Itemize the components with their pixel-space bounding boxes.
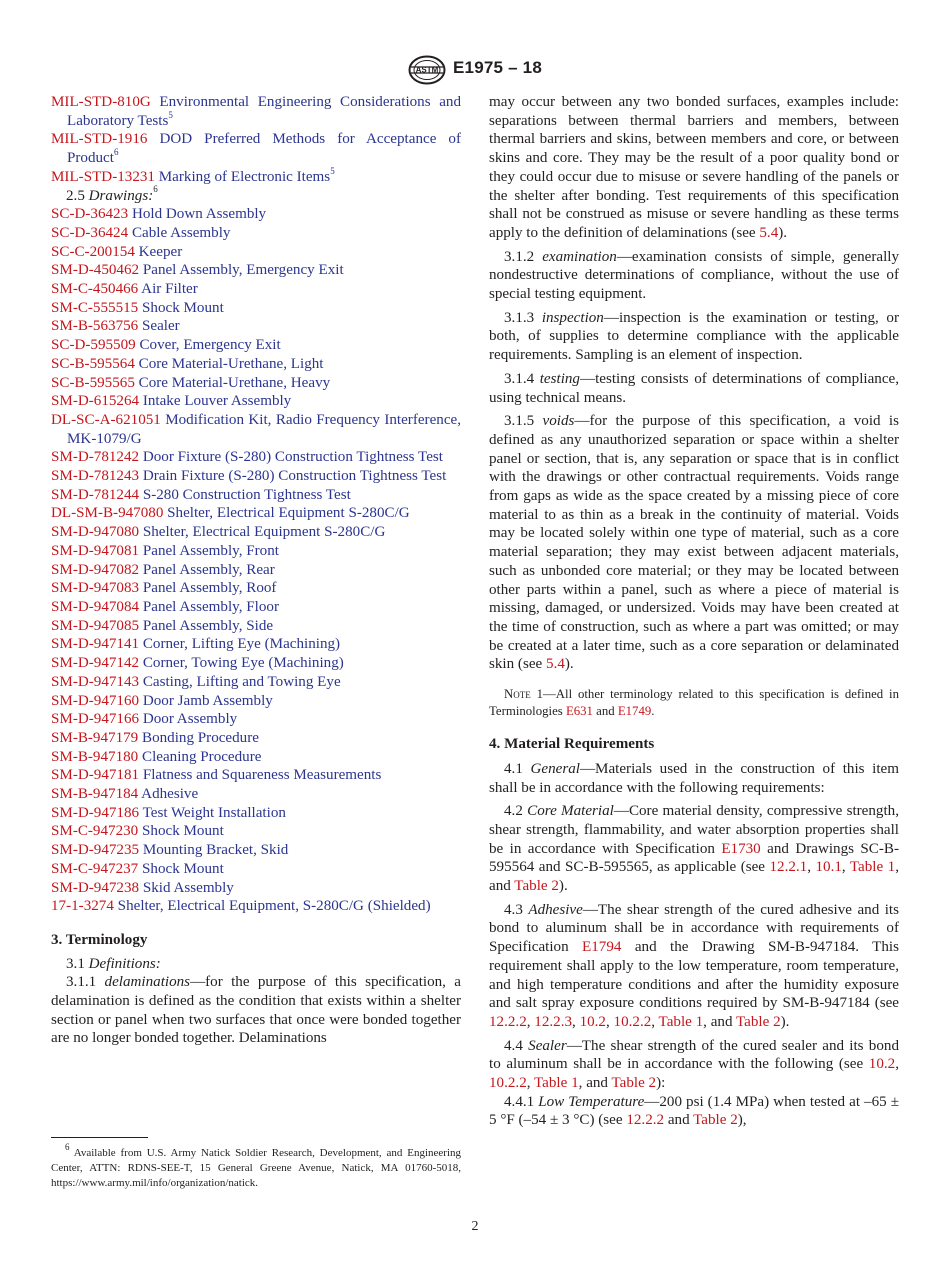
reference-title[interactable]: Skid Assembly xyxy=(142,879,234,896)
section-4-2: 4.2 Core Material—Core material density, compressive strength, shear strength, flammability, and water absorption properties shall be in accordance with Specification E1730 and Drawings SC-B-595564 and SC-B-595565, as applicable (see 12.2.1, 10.1, Table 1, and Table 2). xyxy=(489,803,900,895)
drawings-heading: 2.5 Drawings:$^6$ xyxy=(66,184,158,204)
reference-code[interactable]: SM-D-947080 xyxy=(51,524,140,541)
document-number: E1975 – 18 xyxy=(453,58,542,77)
reference-title[interactable]: Marking of Electronic Items xyxy=(158,168,331,185)
astm-logo-icon xyxy=(408,55,446,85)
reference-code[interactable]: MIL-STD-810G xyxy=(51,94,151,110)
drawing-item xyxy=(51,243,461,262)
reference-code[interactable]: DL-SM-B-947080 xyxy=(51,505,164,522)
link-e1730[interactable]: E1730 xyxy=(721,840,761,857)
drawing-item xyxy=(51,561,461,580)
reference-code[interactable]: SM-B-947180 xyxy=(51,748,139,765)
drawing-item xyxy=(51,692,461,711)
drawing-item xyxy=(51,579,461,598)
reference-code[interactable]: SM-D-781244 xyxy=(51,486,140,503)
reference-title[interactable]: Environmental Engineering Considerations and Laboratory Tests xyxy=(67,94,461,129)
link-table-1[interactable]: Table 1 xyxy=(849,859,896,876)
section-3-1-3: 3.1.3 inspection—inspection is the examination or testing, or both, of supplies to determine compliance with the applicable requirements. Sampling is an element of inspection. xyxy=(489,309,899,364)
link-10-2-2[interactable]: 10.2.2 xyxy=(489,1075,527,1092)
drawing-item xyxy=(51,542,461,561)
reference-code[interactable]: SC-D-36424 xyxy=(51,224,129,241)
section-3-1-1: 3.1.1 delaminations—for the purpose of this specification, a delamination is defined as the condition that exists within a shelter section or panel when two surfaces that once were bonded together are no longer bonded together. Delaminations xyxy=(51,974,461,1047)
footnote-marker: 5 xyxy=(168,109,173,120)
drawing-item xyxy=(51,504,461,523)
drawing-item xyxy=(51,355,461,374)
reference-item xyxy=(51,165,461,187)
reference-code[interactable]: MIL-STD-1916 xyxy=(51,131,148,148)
drawing-item xyxy=(51,317,461,336)
reference-title[interactable]: Mounting Bracket, Skid xyxy=(142,842,289,859)
link-5-4[interactable]: 5.4 xyxy=(546,656,565,673)
reference-code[interactable]: SM-D-615264 xyxy=(51,393,140,410)
reference-title[interactable]: Core Material-Urethane, Light xyxy=(138,355,324,372)
link-table-2[interactable]: Table 2 xyxy=(736,1013,781,1030)
drawing-item xyxy=(51,673,461,692)
reference-code[interactable]: SM-D-947141 xyxy=(51,636,140,653)
delamination-continued: may occur between any two bonded surfaces, examples include: separations between thermal barriers and members, between thermal barriers and skins, between members and core, or between skins and core. They may be the result of a poor quality bond or they could occur due to misuse or severe handling of the panels or the shelter after bonding. Test requirements of this specification shall not be construed as misuse or severe handling as these terms apply to the definition of delaminations (see 5.4). xyxy=(489,94,899,241)
drawing-item xyxy=(51,598,461,617)
reference-title[interactable]: Door Jamb Assembly xyxy=(142,692,273,709)
drawing-item xyxy=(51,448,461,467)
section-3-1-4: 3.1.4 testing—testing consists of determinations of compliance, using technical means. xyxy=(489,370,899,406)
reference-title[interactable]: Casting, Lifting and Towing Eye xyxy=(142,673,341,690)
logo-text: ASTM xyxy=(415,65,439,75)
reference-title[interactable]: Shelter, Electrical Equipment S-280C/G xyxy=(142,524,386,541)
reference-code[interactable]: SM-D-781243 xyxy=(51,468,140,485)
reference-title[interactable]: Flatness and Squareness Measurements xyxy=(142,767,382,784)
section-4-heading: 4. Material Requirements xyxy=(489,736,655,753)
drawing-item xyxy=(51,486,461,505)
drawing-item xyxy=(51,205,461,224)
reference-code[interactable]: SM-D-947084 xyxy=(51,598,140,615)
reference-code[interactable]: SM-D-947160 xyxy=(51,692,140,709)
reference-title[interactable]: Cable Assembly xyxy=(131,224,231,241)
drawing-item xyxy=(51,635,461,654)
link-table-2[interactable]: Table 2 xyxy=(611,1075,657,1092)
link-12-2-2[interactable]: 12.2.2 xyxy=(489,1013,527,1030)
reference-title[interactable]: Shock Mount xyxy=(142,299,224,316)
drawing-item xyxy=(51,392,461,411)
reference-title[interactable]: Hold Down Assembly xyxy=(131,206,267,223)
reference-title[interactable]: Door Fixture (S-280) Construction Tightness Test xyxy=(142,449,443,466)
standards-reference-list xyxy=(51,93,461,187)
reference-title[interactable]: Modification Kit, Radio Frequency Interference, MK-1079/G xyxy=(67,411,461,447)
reference-code[interactable]: SM-D-947166 xyxy=(51,711,140,728)
reference-code[interactable]: SC-D-36423 xyxy=(51,206,129,223)
right-column xyxy=(489,93,899,1130)
reference-item xyxy=(51,93,461,130)
drawings-list xyxy=(51,205,461,916)
drawing-item xyxy=(51,411,461,448)
reference-title[interactable]: Core Material-Urethane, Heavy xyxy=(138,374,331,391)
reference-code[interactable]: DL-SC-A-621051 xyxy=(51,411,161,428)
note-1: Note 1—All other terminology related to this specification is defined in Terminologies E631 and E1749. xyxy=(489,687,899,718)
reference-title[interactable]: Drain Fixture (S-280) Construction Tightness Test xyxy=(142,468,447,485)
left-column xyxy=(51,93,461,1048)
drawing-item xyxy=(51,785,461,804)
drawing-item xyxy=(51,860,461,879)
reference-title[interactable]: Keeper xyxy=(138,243,183,260)
reference-code[interactable]: MIL-STD-13231 xyxy=(51,168,155,185)
section-3-1: 3.1 Definitions: xyxy=(66,955,161,972)
drawing-item xyxy=(51,299,461,318)
link-e1749[interactable]: E1749 xyxy=(617,703,652,718)
link-table-2[interactable]: Table 2 xyxy=(514,878,559,895)
link-table-1[interactable]: Table 1 xyxy=(534,1075,579,1092)
reference-title[interactable]: Adhesive xyxy=(141,786,199,803)
drawing-item xyxy=(51,822,461,841)
footnote-marker: 6 xyxy=(113,147,119,158)
link-table-1[interactable]: Table 1 xyxy=(658,1013,704,1030)
reference-title[interactable]: Corner, Lifting Eye (Machining) xyxy=(142,636,341,653)
reference-code[interactable]: SC-C-200154 xyxy=(51,243,135,260)
footnote-marker: 5 xyxy=(330,165,335,176)
section-3-heading: 3. Terminology xyxy=(51,931,148,948)
drawing-item xyxy=(51,841,461,860)
drawing-item xyxy=(51,224,461,243)
drawing-item xyxy=(51,374,461,393)
reference-code[interactable]: SC-B-595564 xyxy=(51,355,135,372)
reference-title[interactable]: Bonding Procedure xyxy=(142,729,259,746)
reference-title[interactable]: Panel Assembly, Side xyxy=(142,617,274,634)
link-10-2-2[interactable]: 10.2.2 xyxy=(613,1013,652,1030)
drawing-item xyxy=(51,617,461,636)
reference-code[interactable]: SM-D-947143 xyxy=(51,673,140,690)
reference-item xyxy=(51,130,461,167)
link-e631[interactable]: E631 xyxy=(565,703,593,718)
reference-title[interactable]: Door Assembly xyxy=(142,711,238,728)
reference-title[interactable]: Test Weight Installation xyxy=(142,804,286,821)
reference-code[interactable]: SM-D-947235 xyxy=(51,842,140,859)
section-3-1-5: 3.1.5 voids—for the purpose of this specification, a void is defined as any unauthorized separation or space within a shelter panel or section, that is, any separation or space that is in conflict with the drawings or other contractual requirements. Voids range from gaps as wide as the space created by a missing piece of core material to as thin as a break in the continuity of material. Voids may be located solely within one type of material, such as a core material separation; they may exist between adjacent materials, such as unbonded core material; or they may be located between other parts within a panel, such as where a piece of material is missing, damaged, or undersized. Voids may have been created at the time of construction, such as where a part was omitted; or may be created at a later time, such as a core separation or delaminated skin (see 5.4). xyxy=(489,413,899,673)
drawing-item xyxy=(51,261,461,280)
reference-code[interactable]: SM-C-947230 xyxy=(51,823,139,840)
reference-code[interactable]: SM-D-947081 xyxy=(51,542,140,559)
drawing-item xyxy=(51,897,461,916)
reference-title[interactable]: Panel Assembly, Floor xyxy=(142,598,279,615)
reference-code[interactable]: SM-D-947181 xyxy=(51,767,140,784)
reference-title[interactable]: Shelter, Electrical Equipment, S-280C/G (Shielded) xyxy=(117,898,431,915)
reference-title[interactable]: Shock Mount xyxy=(142,823,224,840)
link-10-2[interactable]: 10.2 xyxy=(579,1013,606,1030)
reference-title[interactable]: Cleaning Procedure xyxy=(142,748,262,765)
reference-code[interactable]: SM-B-947179 xyxy=(51,729,139,746)
reference-code[interactable]: SM-D-947085 xyxy=(51,617,140,634)
reference-title[interactable]: Air Filter xyxy=(141,281,198,298)
reference-title[interactable]: Panel Assembly, Front xyxy=(142,542,279,559)
link-12-2-3[interactable]: 12.2.3 xyxy=(534,1013,573,1030)
reference-title[interactable]: Sealer xyxy=(142,318,180,335)
page-header xyxy=(0,55,950,87)
reference-code[interactable]: SM-D-947083 xyxy=(51,580,140,597)
drawing-item xyxy=(51,523,461,542)
section-4-3: 4.3 Adhesive—The shear strength of the cured adhesive and its bond to aluminum shall be in accordance with requirements of Specification E1794 and the Drawing SM-B-947184. This requirement shall apply to the low temperature, room temperature, and high temperature conditions and after the humidity exposure and salt spray exposure conditions required by SM-B-947184 (see 12.2.2, 12.2.3, 10.2, 10.2.2, Table 1, and Table 2). xyxy=(489,901,900,1030)
reference-code[interactable]: SM-B-947184 xyxy=(51,786,139,803)
reference-title[interactable]: Panel Assembly, Roof xyxy=(142,580,277,597)
reference-title[interactable]: Panel Assembly, Rear xyxy=(142,561,275,578)
reference-code[interactable]: SM-C-555515 xyxy=(51,299,139,316)
reference-title[interactable]: Cover, Emergency Exit xyxy=(139,337,281,354)
link-10-1[interactable]: 10.1 xyxy=(815,859,842,876)
section-3-1-2: 3.1.2 examination—examination consists of simple, generally nondestructive determinations of compliance, without the use of special testing equipment. xyxy=(489,248,900,303)
link-5-4[interactable]: 5.4 xyxy=(759,224,779,241)
section-4-1: 4.1 General—Materials used in the construction of this item shall be in accordance with the following requirements: xyxy=(489,760,899,796)
section-4-4: 4.4 Sealer—The shear strength of the cured sealer and its bond to aluminum shall be in accordance with the following (see 10.2, 10.2.2, Table 1, and Table 2): xyxy=(489,1037,899,1092)
reference-code[interactable]: SM-D-947142 xyxy=(51,655,140,672)
page-number: 2 xyxy=(471,1219,479,1234)
reference-code[interactable]: SM-C-450466 xyxy=(51,281,139,298)
reference-code[interactable]: SM-D-450462 xyxy=(51,262,140,279)
reference-title[interactable]: Intake Louver Assembly xyxy=(142,393,292,410)
drawing-item xyxy=(51,467,461,486)
link-table-2[interactable]: Table 2 xyxy=(693,1112,738,1129)
drawing-item xyxy=(51,280,461,299)
reference-code[interactable]: SM-D-947186 xyxy=(51,804,140,821)
reference-title[interactable]: Shelter, Electrical Equipment S-280C/G xyxy=(167,505,410,522)
link-12-2-2[interactable]: 12.2.2 xyxy=(626,1112,665,1129)
reference-code[interactable]: SC-B-595565 xyxy=(51,374,135,391)
reference-title[interactable]: S-280 Construction Tightness Test xyxy=(142,486,351,503)
reference-code[interactable]: SM-D-947082 xyxy=(51,561,140,578)
drawing-item xyxy=(51,654,461,673)
section-4-4-1: 4.4.1 Low Temperature—200 psi (1.4 MPa) when tested at –65 ± 5 °F (–54 ± 3 °C) (see 12.2.2 and Table 2), xyxy=(489,1093,899,1129)
reference-code[interactable]: SM-B-563756 xyxy=(51,318,139,335)
drawing-item xyxy=(51,729,461,748)
reference-title[interactable]: Corner, Towing Eye (Machining) xyxy=(142,655,344,672)
reference-code[interactable]: SC-D-595509 xyxy=(51,337,136,354)
footnote-6: $^6$ Available from U.S. Army Natick Soldier Research, Development, and Engineering Center, ATTN: RDNS-SEE-T, 15 General Greene Avenue, Natick, MA 01760-5018, https://www.army.mil/info/organization/natick. xyxy=(51,1142,461,1189)
reference-code[interactable]: SM-D-947238 xyxy=(51,879,140,896)
reference-title[interactable]: Panel Assembly, Emergency Exit xyxy=(142,262,344,279)
footnote-divider xyxy=(51,1137,148,1138)
reference-code[interactable]: 17-1-3274 xyxy=(51,898,114,915)
link-e1794[interactable]: E1794 xyxy=(582,939,622,956)
link-10-2[interactable]: 10.2 xyxy=(868,1056,896,1073)
drawing-item xyxy=(51,710,461,729)
reference-code[interactable]: SM-D-781242 xyxy=(51,449,140,466)
drawing-item xyxy=(51,336,461,355)
reference-title[interactable]: Shock Mount xyxy=(142,860,224,877)
drawing-item xyxy=(51,748,461,767)
reference-title[interactable]: DOD Preferred Methods for Acceptance of Product xyxy=(67,131,461,167)
drawing-item xyxy=(51,766,461,785)
link-12-2-1[interactable]: 12.2.1 xyxy=(769,859,808,876)
reference-code[interactable]: SM-C-947237 xyxy=(51,860,139,877)
drawing-item xyxy=(51,804,461,823)
drawing-item xyxy=(51,879,461,898)
